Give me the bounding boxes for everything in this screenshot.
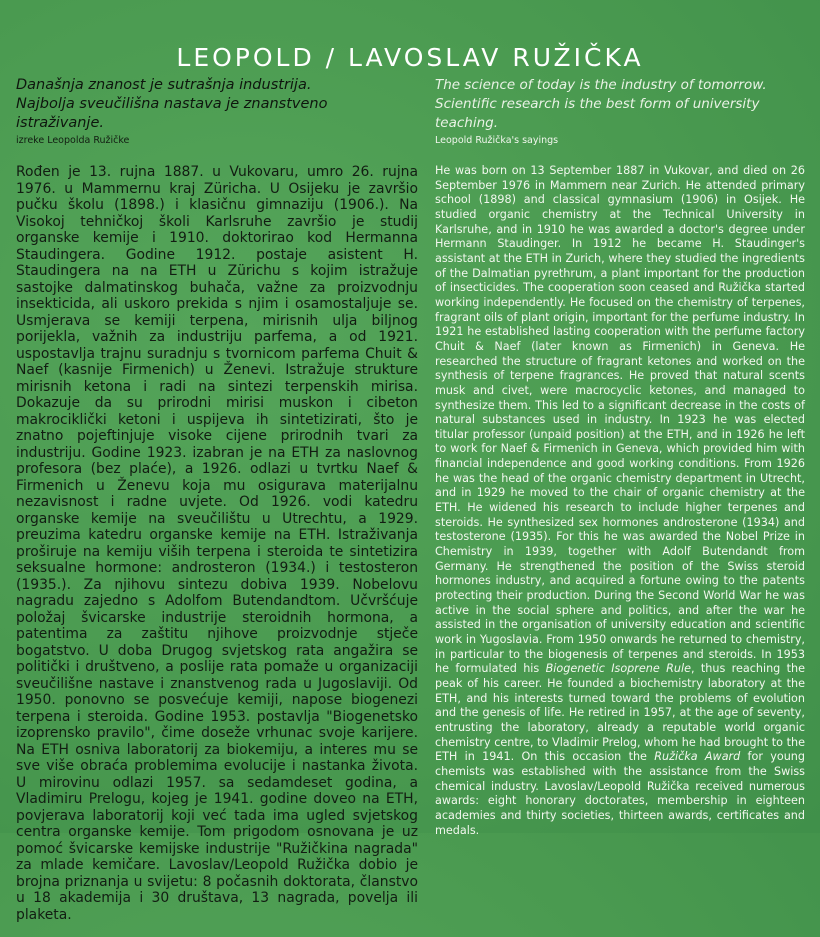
croatian-quote-line: Današnja znanost je sutrašnja industrija. <box>16 77 312 93</box>
english-biography-text: He was born on 13 September 1887 in Vukovar, and died on 26 September 1976 in Mammern near Zurich. He attended primary school (1898) and classical gymnasium (1906) in Osijek. He studied organic chemistry at the Technical University in Karlsruhe, and in 1910 he was awarded a doctor's degree under Hermann Staudinger. In 1912 he became H. Staudinger's assistant at the ETH in Zurich, where they studied the ingredients of the Dalmatian pyrethrum, a plant important for the production of insecticides. The cooperation soon ceased and Ružička started working independently. He focused on the chemistry of terpenes, fragrant oils of plant origin, important for the perfume industry. In 1921 he established lasting cooperation with the perfume factory Chuit & Naef (later known as Firmenich) in Geneva. He researched the structure of fragrant ketones and worked on the synthesis of terpene fragrances. He proved that natural scents musk and civet, were macrocyclic ketones, and managed to synthesize them. This led to a significant decrease in the costs of natural substances used in industry. In 1923 he was elected titular professor (unpaid position) at the ETH, and in 1926 he left to work for Naef & Firmenich in Geneva, which provided him with financial independence and good working conditions. From 1926 he was the head of the organic chemistry department in Utrecht, and in 1929 he moved to the chair of organic chemistry at the ETH. He widened his research to include higher terpenes and steroids. He synthesized sex hormones androsterone (1934) and testosterone (1935). For this he was awarded the Nobel Prize in Chemistry in 1939, together with Adolf Butendandt from Germany. He strengthened the position of the Swiss steroid hormones industry, and acquired a fortune owing to the patents protecting their production. During the Second World War he was active in the social sphere and politics, and after the war he assisted in the organisation of university education and scientific work in Yugoslavia. From 1950 onwards he returned to chemistry, in particular to the biogenesis of terpenes and steroids. In 1953 he formulated his <box>435 164 805 676</box>
croatian-column <box>16 76 418 937</box>
english-biography <box>435 164 805 838</box>
croatian-quote-line: Najbolja sveučilišna nastava je znanstveno istraživanje. <box>16 96 328 131</box>
ruzicka-award-term: Ružička Award <box>654 750 741 764</box>
english-column <box>435 76 805 849</box>
page-title: LEOPOLD / LAVOSLAV RUŽIČKA <box>176 42 644 72</box>
croatian-quote <box>16 76 418 133</box>
biogenetic-isoprene-rule-term: Biogenetic Isoprene Rule <box>545 662 691 676</box>
english-quote-line: Scientific research is the best form of university teaching. <box>435 96 760 131</box>
english-attribution: Leopold Ružička's sayings <box>435 135 559 146</box>
english-quote <box>435 76 805 133</box>
english-biography-text: for young chemists was established with the assistance from the Swiss chemical industry. Lavoslav/Leopold Ružička received numerous awards: eight honorary doctorates, membership in eighteen academies and thirty societies, thirteen awards, certificates and medals. <box>435 750 805 837</box>
english-biography-text: , thus reaching the peak of his career. He founded a biochemistry laboratory at the ETH, and his interests turned toward the problems of evolution and the genesis of life. He retired in 1957, at the age of seventy, entrusting the laboratory, already a reputable world organic chemistry centre, to Vladimir Prelog, whom he had brought to the ETH in 1941. On this occasion the <box>435 662 805 764</box>
croatian-biography: Rođen je 13. rujna 1887. u Vukovaru, umro 26. rujna 1976. u Mammernu kraj Züricha. U Osijeku je završio pučku školu (1898.) i klasičnu gimnaziju (1906.). Na Visokoj tehničkoj školi Karlsruhe završio je studij organske kemije i 1910. doktorirao kod Hermanna Staudingera. Godine 1912. postaje asistent H. Staudingera na na ETH u Zürichu s kojim istražuje sastojke dalmatinskog buhača, važne za proizvodnju insekticida, ali uskoro prekida s njim i osamostaljuje se. Usmjerava se kemiji terpena, mirisnih ulja biljnog porijekla, važnih za industriju parfema, a od 1921. uspostavlja trajnu suradnju s tvornicom parfema Chuit & Naef (kasnije Firmenich) u Ženevi. Istražuje strukture mirisnih ketona i radi na sintezi terpenskih mirisa. Dokazuje da su prirodni mirisi muskon i cibeton makrociklički ketoni i uspijeva ih sintetizirati, što je znatno pojeftinjuje visoke cijene prirodnih tvari za industriju. Godine 1923. izabran je na ETH za naslovnog profesora (bez plaće), a 1926. odlazi u tvrtku Naef & Firmenich u Ženevu koja mu osigurava materijalnu nezavisnost i radne uvjete. Od 1926. vodi katedru organske kemije na sveučilištu u Utrechtu, a 1929. preuzima katedru organske kemije na ETH. Istraživanja proširuje na kemiju viših terpena i steroida te sintetizira seksualne hormone: androsteron (1934.) i testosteron (1935.). Za njihovu sintezu dobiva 1939. Nobelovu nagradu zajedno s Adolfom Butendandtom. Učvršćuje položaj švicarske industrije steroidnih hormona, a patentima za zaštitu njihove proizvodnje stječe bogatstvo. U doba Drugog svjetskog rata angažira se politički i društveno, a poslije rata pomaže u organizaciji sveučilišne nastave i znanstvenog rada u Jugoslaviji. Od 1950. ponovno se posvećuje kemiji, napose biogenezi terpena i steroida. Godine 1953. postavlja "Biogenetsko izoprensko pravilo", čime doseže vrhunac svoje karijere. Na ETH osniva laboratorij za biokemiju, a interes mu se sve više obraća problemima evolucije i nastanka života. U mirovinu odlazi 1957. sa sedamdeset godina, a Vladimiru Prelogu, kojeg je 1941. godine doveo na ETH, povjerava laboratorij koji već tada ima ugled svjetskog centra organske kemije. Tom prigodom osnovana je uz pomoć švicarske kemijske industrije "Ružičkina nagrada" za mlade kemičare. Lavoslav/Leopold Ružička dobio je brojna priznanja u svijetu: 8 počasnih doktorata, članstvo u 18 akademija i 30 društava, 13 nagrada, povelja ili plaketa. <box>16 164 418 923</box>
english-quote-line: The science of today is the industry of tomorrow. <box>435 77 767 93</box>
croatian-attribution: izreke Leopolda Ružičke <box>16 135 130 146</box>
